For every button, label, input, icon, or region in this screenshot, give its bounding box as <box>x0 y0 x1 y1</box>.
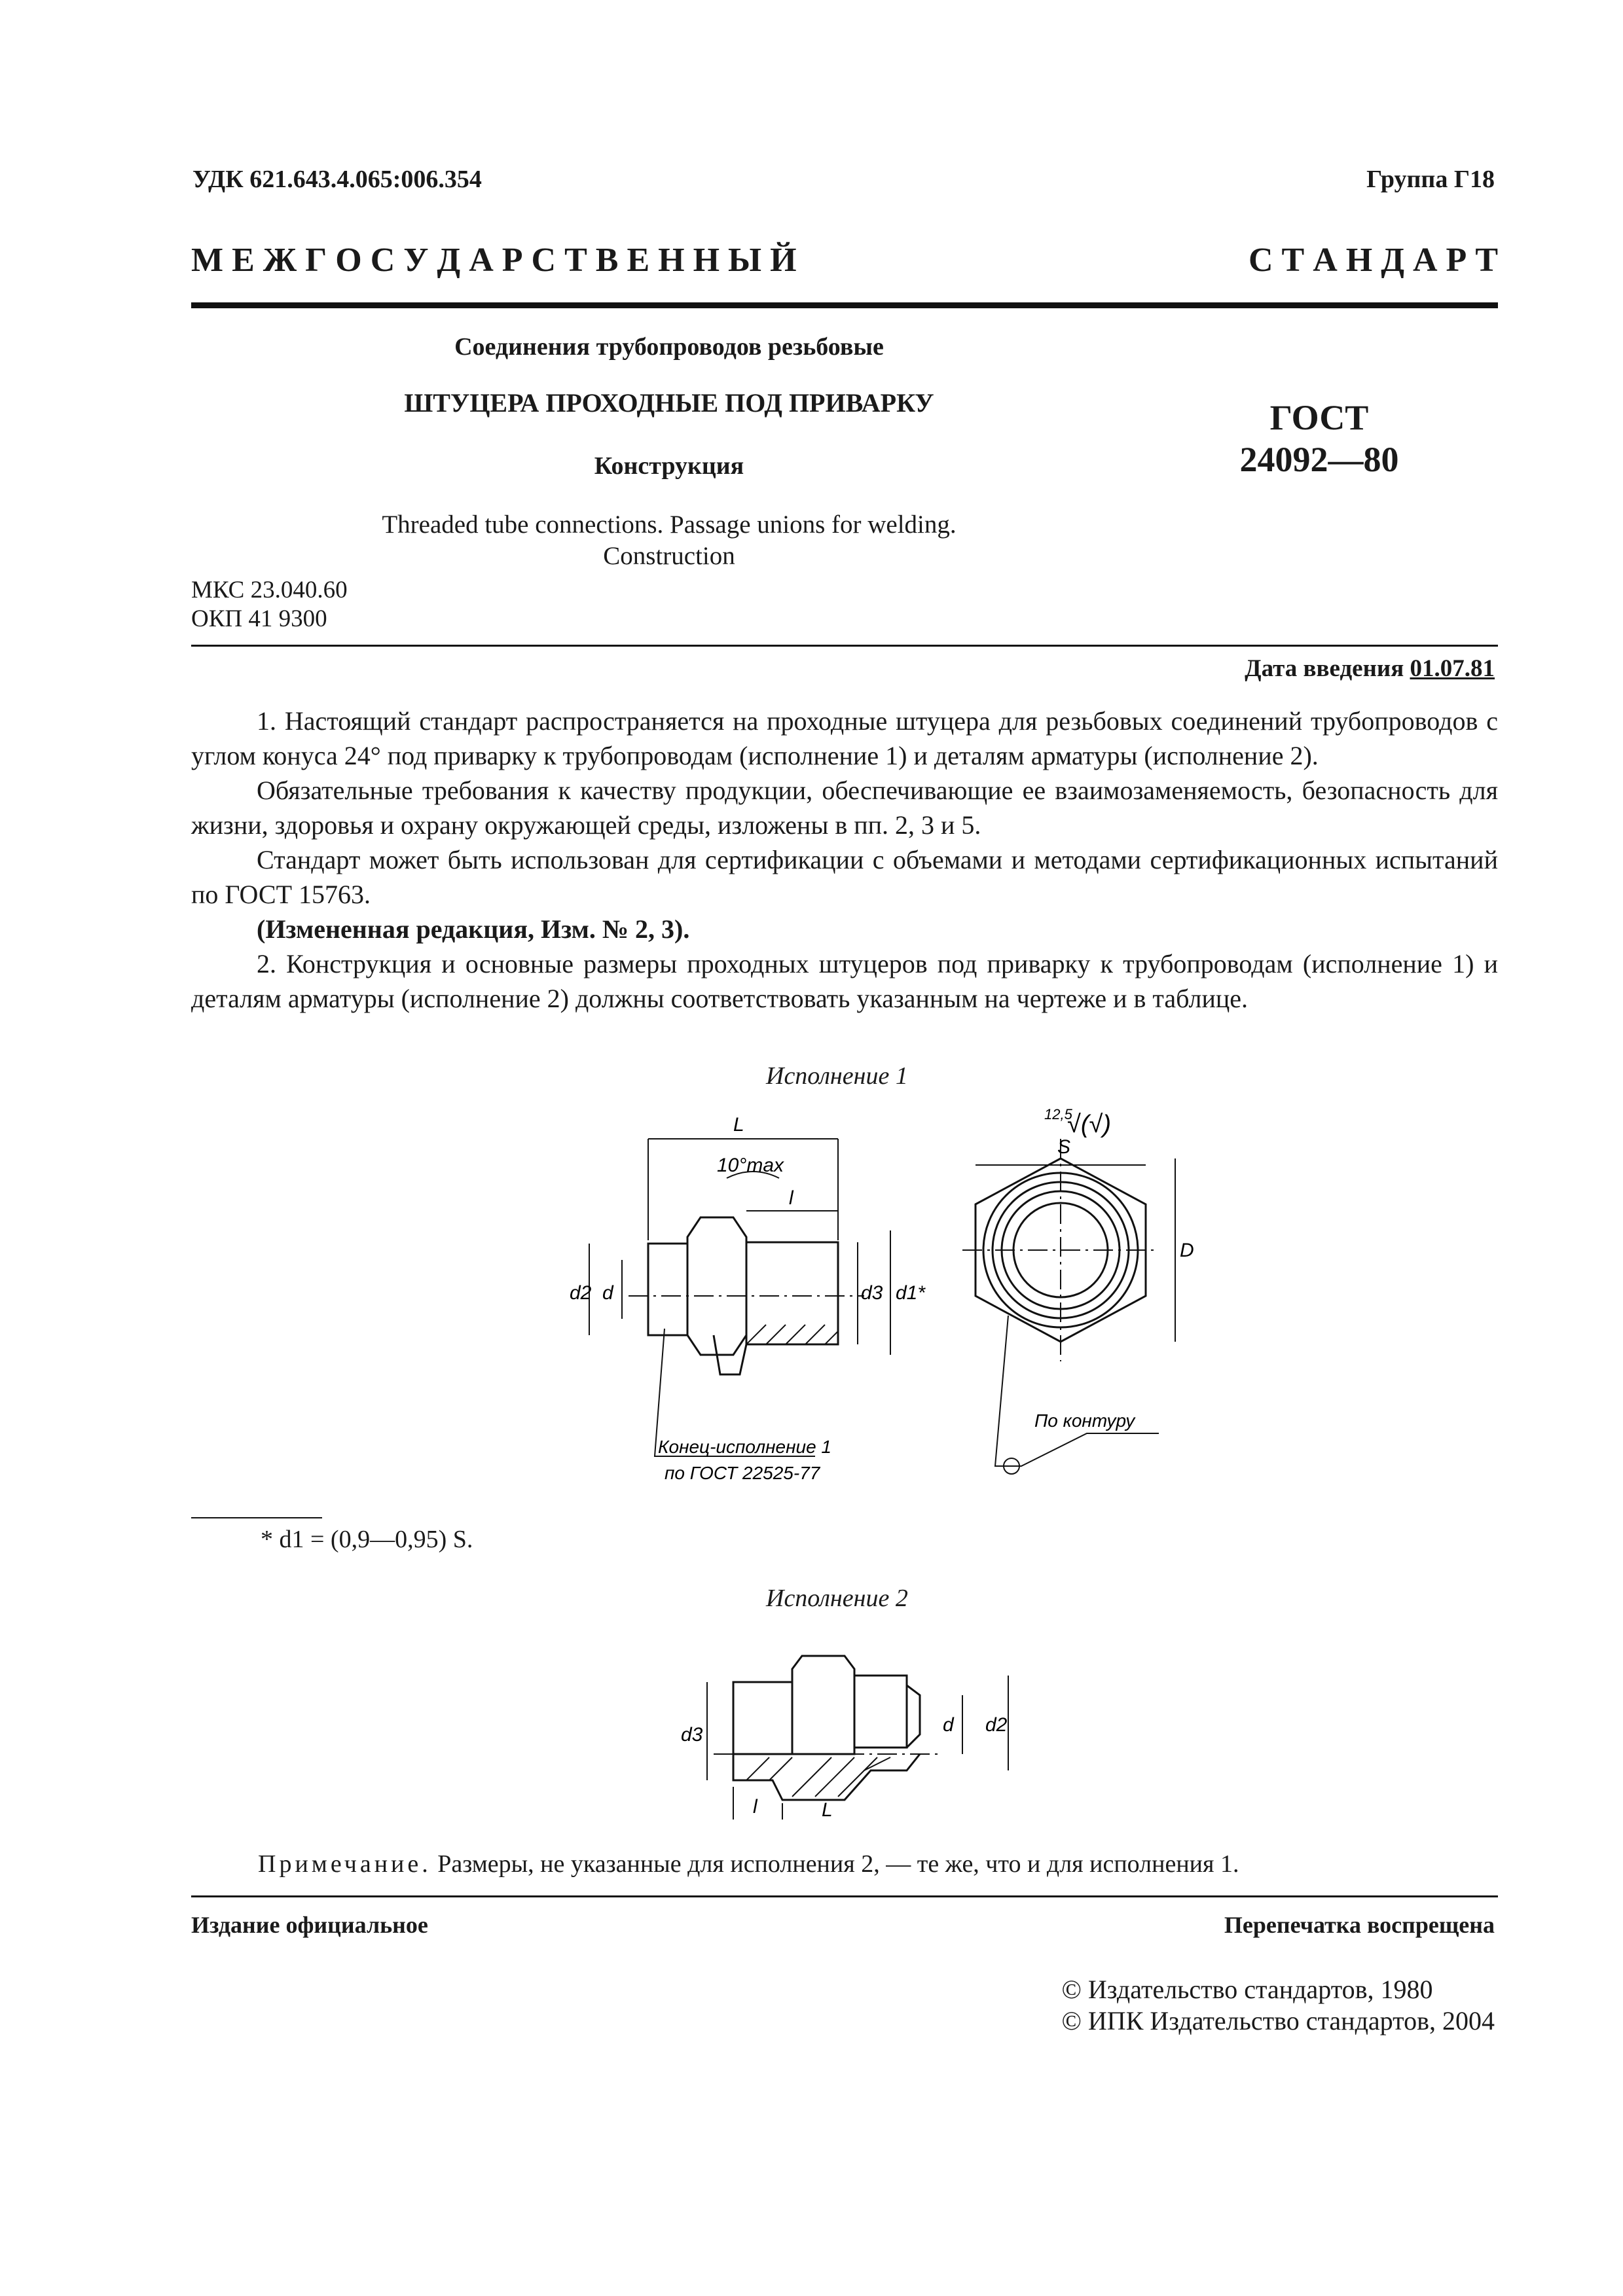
roughness-icon: √(√) <box>1067 1111 1112 1138</box>
figure-1-drawing <box>550 1100 1192 1518</box>
figure-1-label-end-1: Конец-исполнение 1 <box>658 1437 832 1457</box>
figure-2-caption: Исполнение 2 <box>766 1585 908 1612</box>
classification-codes <box>191 576 348 634</box>
mks-code: МКС 23.040.60 <box>191 577 348 603</box>
reprint-notice: Перепечатка воспрещена <box>1224 1912 1495 1938</box>
note-text: Размеры, не указанные для исполнения 2, — те же, что и для исполнения 1. <box>431 1850 1239 1878</box>
figure-1-label-d2: d2 <box>570 1282 592 1304</box>
amendment-note: (Измененная редакция, Изм. № 2, 3). <box>257 914 690 944</box>
paragraph-1: 1. Настоящий стандарт распространяется на проходные штуцера для резьбовых соединений трубопроводов с углом конуса 24° под приварку к трубопроводам (исполнение 1) и деталям арматуры (исполнение 2). <box>191 706 1498 770</box>
standard-banner <box>191 241 1498 279</box>
hex-section <box>687 1217 746 1355</box>
note <box>258 1850 1239 1878</box>
copyright-block <box>1062 1974 1495 2037</box>
figure-1-label-d3: d3 <box>861 1282 883 1304</box>
figure-1-label-d: d <box>602 1282 613 1304</box>
figure-1-label-contour: По контуру <box>1034 1410 1135 1431</box>
title-line-1: Соединения трубопроводов резьбовые <box>454 333 884 361</box>
copyright-line-1: © Издательство стандартов, 1980 <box>1061 1975 1433 2004</box>
bottom-rule <box>191 1895 1498 1897</box>
group-code: Группа Г18 <box>1366 166 1495 193</box>
base-section <box>733 1682 792 1754</box>
paragraph-5: 2. Конструкция и основные размеры проходных штуцеров под приварку к трубопроводам (исполнение 1) и деталям арматуры (исполнение 2) должны соответствовать указанным на чертеже и в таблице. <box>191 949 1498 1013</box>
contour-leader <box>995 1316 1159 1466</box>
english-title-line-2: Construction <box>603 542 735 570</box>
paragraph-3: Стандарт может быть использован для сертификации с объемами и методами сертификационных испытаний по ГОСТ 15763. <box>191 845 1498 909</box>
section-hatch <box>746 1325 838 1344</box>
top-rule <box>191 302 1498 308</box>
paragraph-2: Обязательные требования к качеству продукции, обеспечивающие ее взаимозаменяемость, безопасность для жизни, здоровья и охрану окружающей среды, изложены в пп. 2, 3 и 5. <box>191 776 1498 840</box>
figure-2-label-d: d <box>943 1714 954 1736</box>
middle-rule <box>191 645 1498 647</box>
english-title-line-1: Threaded tube connections. Passage unions for welding. <box>382 511 957 539</box>
figure-1-label-S: S <box>1057 1136 1071 1158</box>
figure-1-label-D: D <box>1180 1240 1194 1261</box>
figure-2-label-d2: d2 <box>985 1714 1008 1736</box>
banner-word-standard: С Т А Н Д А Р Т <box>1248 242 1498 279</box>
figure-1-label-L: L <box>733 1114 744 1136</box>
figure-1-caption: Исполнение 1 <box>766 1062 908 1090</box>
gost-number: 24092—80 <box>1239 440 1399 479</box>
official-edition: Издание официальное <box>191 1912 428 1938</box>
figure-2-label-L: L <box>822 1799 833 1821</box>
okp-code: ОКП 41 9300 <box>191 605 327 632</box>
body-text <box>191 704 1498 1016</box>
figure-2-label-d3: d3 <box>681 1724 703 1746</box>
section-hatch <box>746 1757 890 1797</box>
figure-1-label-d1: d1* <box>896 1282 926 1304</box>
date-label: Дата введения <box>1245 655 1404 682</box>
roughness-value: 12,5 <box>1044 1106 1072 1122</box>
figure-2-label-l: l <box>753 1796 757 1818</box>
cone-end <box>907 1685 920 1748</box>
hex-section <box>792 1656 854 1754</box>
figure-1-label-angle: 10°max <box>717 1155 784 1176</box>
figure-2-drawing <box>655 1623 1061 1820</box>
gost-label: ГОСТ <box>1269 398 1369 437</box>
introduction-date <box>1245 655 1495 683</box>
fitting-end-section <box>648 1244 687 1335</box>
title-line-3: Конструкция <box>594 452 744 480</box>
english-title <box>191 509 1147 572</box>
footnote-rule <box>191 1517 322 1518</box>
udk-code: УДК 621.643.4.065:006.354 <box>192 166 482 193</box>
title-line-2: ШТУЦЕРА ПРОХОДНЫЕ ПОД ПРИВАРКУ <box>404 388 934 418</box>
banner-word-interstate: М Е Ж Г О С У Д А Р С Т В Е Н Н Ы Й <box>191 242 797 279</box>
figure-1-label-end-2: по ГОСТ 22525-77 <box>665 1463 820 1483</box>
weld-neck-section <box>746 1242 838 1344</box>
lower-section <box>733 1754 920 1800</box>
thread-section <box>854 1676 907 1748</box>
footnote: * d1 = (0,9—0,95) S. <box>261 1526 473 1553</box>
figure-1-label-l: l <box>789 1187 793 1209</box>
copyright-line-2: © ИПК Издательство стандартов, 2004 <box>1061 2006 1495 2036</box>
gost-designation <box>1178 397 1460 480</box>
date-value: 01.07.81 <box>1410 655 1495 682</box>
note-prefix: Примечание. <box>258 1850 431 1878</box>
